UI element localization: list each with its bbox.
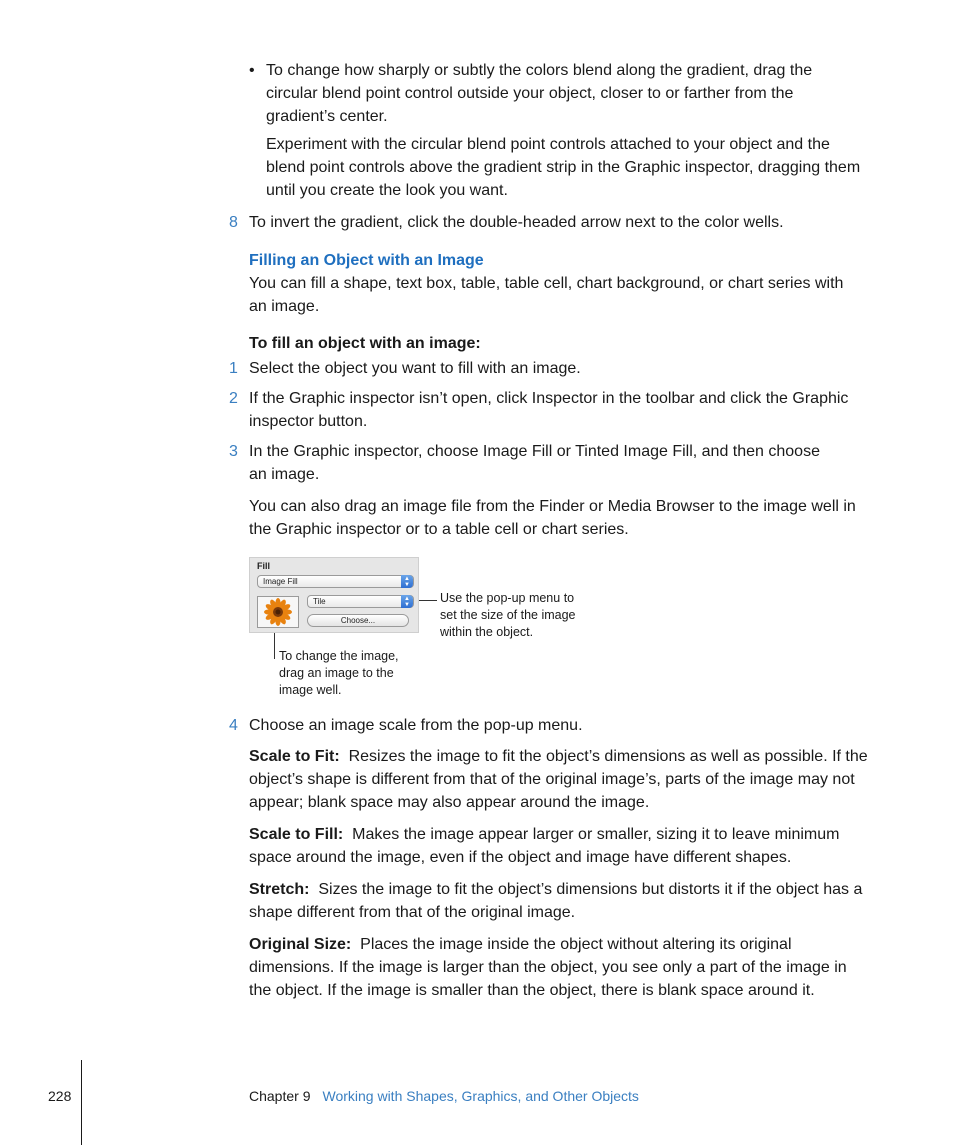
step-note: You can also drag an image file from the Finder or Media Browser to the image well in the Graphic inspector or to a table cell or chart series. <box>249 498 856 538</box>
image-scale-popup[interactable] <box>307 595 414 608</box>
option-term: Scale to Fill: <box>249 826 344 843</box>
callout-leader-well <box>274 633 275 659</box>
bullet-followup: Experiment with the circular blend point controls attached to your object and the blend point controls above the gradient strip in the Graphic inspector, dragging them until you create the look you want. <box>266 136 861 199</box>
callout-popup-text: Use the pop-up menu to set the size of the image within the object. <box>440 591 576 639</box>
bullet-text: To change how sharply or subtly the colors blend along the gradient, drag the circular blend point control outside your object, closer to or farther from the gradient’s center. <box>266 62 813 125</box>
fill-inspector-panel <box>249 557 419 633</box>
sunflower-icon <box>258 597 298 627</box>
step-number: 4 <box>229 717 238 734</box>
fill-type-popup-value: Image Fill <box>263 577 298 586</box>
footer-divider <box>81 1060 82 1145</box>
step-number: 2 <box>229 390 238 407</box>
fill-type-popup[interactable] <box>257 575 414 588</box>
step-text: In the Graphic inspector, choose Image Fill or Tinted Image Fill, and then choose an image. <box>249 443 820 483</box>
option-term: Original Size: <box>249 936 352 953</box>
option-scale-to-fill <box>249 823 849 869</box>
step-text: Select the object you want to fill with an image. <box>249 360 581 377</box>
callout-leader-popup <box>419 600 437 601</box>
popup-arrows-icon: ▲ ▼ <box>401 595 413 608</box>
bullet-marker: • <box>249 62 255 79</box>
footer-chapter <box>249 1088 639 1104</box>
section-intro: You can fill a shape, text box, table, table cell, chart background, or chart series with an image. <box>249 275 844 315</box>
option-term: Scale to Fit: <box>249 748 340 765</box>
option-desc: Places the image inside the object without altering its original dimensions. If the image is larger than the object, you see only a part of the image in the object. If the image is smaller than the object, there is blank space around it. <box>249 936 847 999</box>
step-text: If the Graphic inspector isn’t open, click Inspector in the toolbar and click the Graphic inspector button. <box>249 390 849 430</box>
choose-button[interactable]: Choose... <box>307 614 409 627</box>
option-original-size <box>249 933 864 1002</box>
popup-arrows-icon: ▲ ▼ <box>401 575 413 588</box>
step-text: To invert the gradient, click the double-headed arrow next to the color wells. <box>249 214 784 231</box>
step-number: 3 <box>229 443 238 460</box>
option-desc: Makes the image appear larger or smaller, sizing it to leave minimum space around the image, even if the object and image have different shapes. <box>249 826 840 866</box>
step-number: 8 <box>229 214 238 231</box>
step-text: Choose an image scale from the pop-up menu. <box>249 717 583 734</box>
page-number: 228 <box>48 1088 72 1104</box>
step-number: 1 <box>229 360 238 377</box>
task-title: To fill an object with an image: <box>249 335 481 352</box>
chapter-title-link[interactable]: Working with Shapes, Graphics, and Other Objects <box>322 1088 639 1104</box>
callout-well-text: To change the image, drag an image to the image well. <box>279 649 399 697</box>
option-scale-to-fit <box>249 745 874 814</box>
image-scale-popup-value: Tile <box>313 597 326 606</box>
option-desc: Resizes the image to fit the object’s dimensions as well as possible. If the object’s shape is different from that of the original image’s, parts of the image may not appear; blank space may also appear around the image. <box>249 748 868 811</box>
option-term: Stretch: <box>249 881 310 898</box>
option-desc: Sizes the image to fit the object’s dimensions but distorts it if the object has a shape different from that of the original image. <box>249 881 863 921</box>
fill-label: Fill <box>257 561 270 571</box>
section-heading: Filling an Object with an Image <box>249 252 484 269</box>
chapter-label: Chapter 9 <box>249 1088 311 1104</box>
image-well[interactable] <box>257 596 299 628</box>
option-stretch <box>249 878 877 924</box>
